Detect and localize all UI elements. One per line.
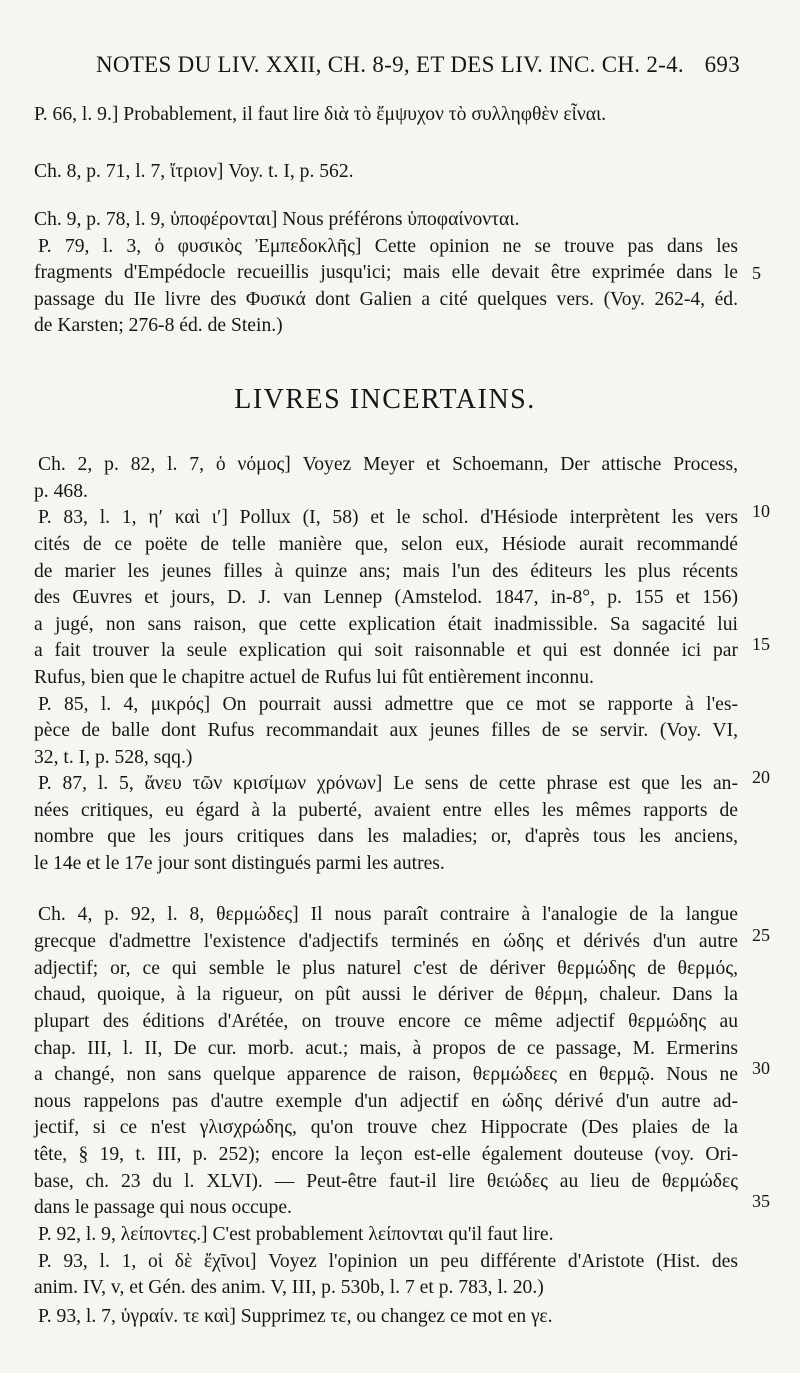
- text-line: P. 87, l. 5, ἄνευ τῶν κρισίμων χρόνων] Le sens de cette phrase est que les an-: [38, 773, 738, 794]
- text-line: nous rappelons pas d'autre exemple d'un adjectif en ώδης dérivé d'un autre ad-: [34, 1091, 738, 1112]
- text-line: a changé, non sans quelque apparence de raison, θερμώδεες en θερμῷ. Nous ne: [34, 1064, 738, 1085]
- text-line: des Œuvres et jours, D. J. van Lennep (Amstelod. 1847, in-8°, p. 155 et 156): [34, 587, 738, 608]
- line-number: 15: [752, 634, 770, 654]
- text-line: nées critiques, eu égard à la puberté, avaient entre elles les mêmes rapports de: [34, 800, 738, 821]
- text-line: de marier les jeunes filles à quinze ans; mais l'un des éditeurs les plus récents: [34, 561, 738, 582]
- text-line: p. 468.: [34, 481, 88, 502]
- text-line: adjectif; or, ce qui semble le plus naturel c'est de dériver θερμώδης de θερμός,: [34, 958, 738, 979]
- text-line: grecque d'admettre l'existence d'adjectifs terminés en ώδης et dérivés d'un autre: [34, 931, 738, 952]
- text-line: le 14e et le 17e jour sont distingués parmi les autres.: [34, 853, 445, 874]
- text-line: P. 79, l. 3, ὁ φυσικὸς Ἐμπεδοκλῆς] Cette opinion ne se trouve pas dans les: [38, 236, 738, 257]
- text-line: P. 83, l. 1, η′ καὶ ι′] Pollux (I, 58) et le schol. d'Hésiode interprètent les vers: [38, 507, 738, 528]
- text-line: tête, § 19, t. III, p. 252); encore la leçon est-elle également douteuse (voy. Ori-: [34, 1144, 738, 1165]
- text-line: de Karsten; 276-8 éd. de Stein.): [34, 315, 283, 336]
- text-line: dans le passage qui nous occupe.: [34, 1197, 292, 1218]
- text-line: Ch. 8, p. 71, l. 7, ἴτριον] Voy. t. I, p. 562.: [34, 161, 354, 182]
- line-number: 10: [752, 501, 770, 521]
- text-line: fragments d'Empédocle recueillis jusqu'ici; mais elle devait être exprimée dans le: [34, 262, 738, 283]
- text-line: Ch. 2, p. 82, l. 7, ὁ νόμος] Voyez Meyer et Schoemann, Der attische Process,: [38, 454, 738, 475]
- line-number: 20: [752, 767, 770, 787]
- text-line: a fait trouver la seule explication qui soit raisonnable et qui est donnée ici par: [34, 640, 738, 661]
- text-line: base, ch. 23 du l. XLVI). — Peut-être faut-il lire θειώδες au lieu de θερμώδες: [34, 1171, 738, 1192]
- line-number: 35: [752, 1191, 770, 1211]
- text-line: anim. IV, v, et Gén. des anim. V, III, p. 530b, l. 7 et p. 783, l. 20.): [34, 1277, 544, 1298]
- text-line: pèce de balle dont Rufus recommandait aux jeunes filles de se servir. (Voy. VI,: [34, 720, 738, 741]
- section-title: LIVRES INCERTAINS.: [234, 384, 536, 415]
- text-line: chap. III, l. II, De cur. morb. acut.; mais, à propos de ce passage, M. Ermerins: [34, 1038, 738, 1059]
- running-header: [40, 52, 740, 78]
- text-line: jectif, si ce n'est γλισχρώδης, qu'on trouve chez Hippocrate (Des plaies de la: [34, 1117, 738, 1138]
- text-line: P. 93, l. 1, οἱ δὲ ἔχῖνοι] Voyez l'opinion un peu différente d'Aristote (Hist. des: [38, 1251, 738, 1272]
- text-line: P. 66, l. 9.] Probablement, il faut lire διὰ τὸ ἔμψυχον τὸ συλληφθὲν εἶναι.: [34, 104, 607, 125]
- text-line: passage du IIe livre des Φυσικά dont Galien a cité quelques vers. (Voy. 262-4, éd.: [34, 289, 738, 310]
- line-number: 25: [752, 925, 770, 945]
- text-line: Rufus, bien que le chapitre actuel de Rufus lui fût entièrement inconnu.: [34, 667, 594, 688]
- text-line: nombre que les jours critiques dans les maladies; or, d'après tous les anciens,: [34, 826, 738, 847]
- page-number: 693: [704, 52, 740, 77]
- text-line: P. 93, l. 7, ὑγραίν. τε καὶ] Supprimez τε, ou changez ce mot en γε.: [38, 1306, 553, 1327]
- line-number: 5: [752, 263, 761, 283]
- running-title: NOTES DU LIV. XXII, CH. 8-9, ET DES LIV. INC. CH. 2-4.: [96, 52, 684, 77]
- text-line: chaud, quoique, à la rigueur, on pût aussi le dériver de θέρμη, chaleur. Dans la: [34, 984, 738, 1005]
- text-line: P. 92, l. 9, λείποντες.] C'est probablement λείπονται qu'il faut lire.: [38, 1224, 554, 1245]
- line-number: 30: [752, 1058, 770, 1078]
- text-line: Ch. 4, p. 92, l. 8, θερμώδες] Il nous paraît contraire à l'analogie de la langue: [38, 904, 738, 925]
- text-line: P. 85, l. 4, μικρός] On pourrait aussi admettre que ce mot se rapporte à l'es-: [38, 694, 738, 715]
- text-line: cités de ce poëte de telle manière que, selon eux, Hésiode aurait recommandé: [34, 534, 738, 555]
- text-line: Ch. 9, p. 78, l. 9, ὑποφέρονται] Nous préférons ὑποφαίνονται.: [34, 209, 520, 230]
- text-line: a jugé, non sans raison, que cette explication était inadmissible. Sa sagacité lui: [34, 614, 738, 635]
- text-line: plupart des éditions d'Arétée, on trouve encore ce même adjectif θερμώδης au: [34, 1011, 738, 1032]
- text-line: 32, t. I, p. 528, sqq.): [34, 747, 193, 768]
